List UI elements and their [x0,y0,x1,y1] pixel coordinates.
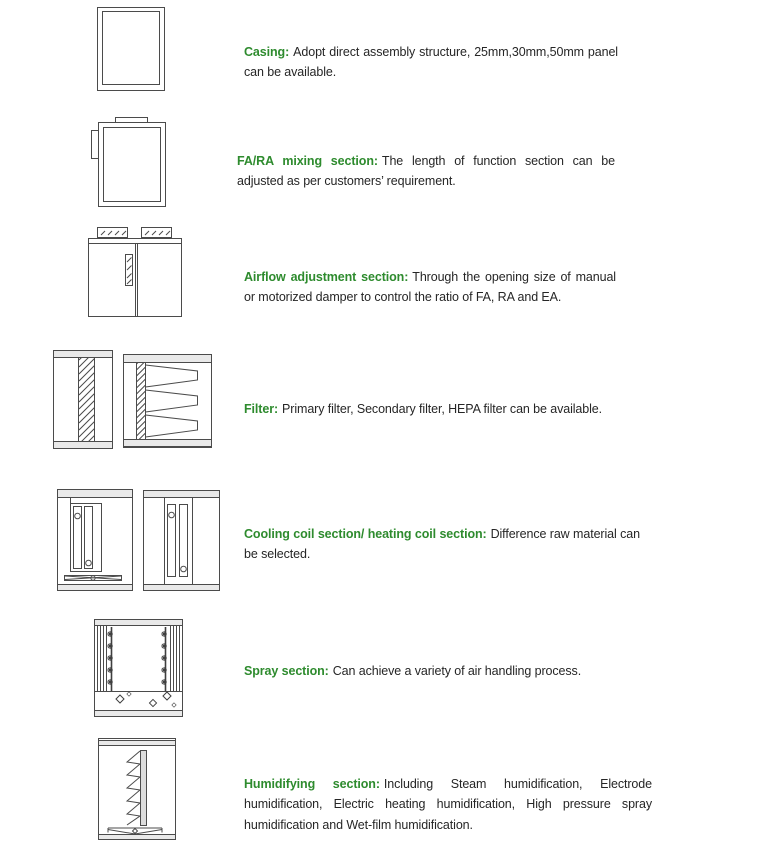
section-label: Airflow adjustment section: [244,269,409,284]
section-label: Cooling coil section/ heating coil section: [244,526,487,541]
section-label: Casing: [244,44,290,59]
airflow-adjustment-section-diagram [88,227,182,317]
section-description: Can achieve a variety of air handling process. [332,663,582,678]
section-row-filter [244,399,630,420]
section-label: Filter: [244,401,279,416]
section-row-humidifying [244,774,652,836]
section-label: Humidifying section: [244,776,380,791]
section-label: Spray section: [244,663,329,678]
section-description: Primary filter, Secondary filter, HEPA filter can be available. [282,401,603,416]
filter-primary-diagram [53,350,114,449]
section-row-coil [244,524,640,565]
humidifying-section-diagram [98,738,177,841]
section-description: Including Steam humidification, Electrode humidification, Electric heating humidification, High pressure spray humidification and Wet-film humidification. [244,776,652,832]
heating-coil-diagram [143,490,221,591]
fa-ra-mixing-section-diagram [91,116,168,208]
section-description: Difference raw material can be selected. [244,526,640,561]
section-row-spray [244,661,596,682]
spray-section-diagram [94,619,184,718]
section-description: Through the opening size of manual or motorized damper to control the ratio of FA, RA and EA. [244,269,616,304]
section-row-airflow-adjustment [244,267,616,308]
casing-diagram [97,7,166,92]
section-row-fa-ra-mixing [237,151,615,192]
section-description: The length of function section can be adjusted as per customers’ requirement. [237,153,615,188]
section-row-casing [244,42,618,83]
cooling-coil-diagram [57,489,134,591]
filter-bag-diagram [123,354,213,448]
section-description: Adopt direct assembly structure, 25mm,30mm,50mm panel can be available. [244,44,618,79]
section-label: FA/RA mixing section: [237,153,378,168]
